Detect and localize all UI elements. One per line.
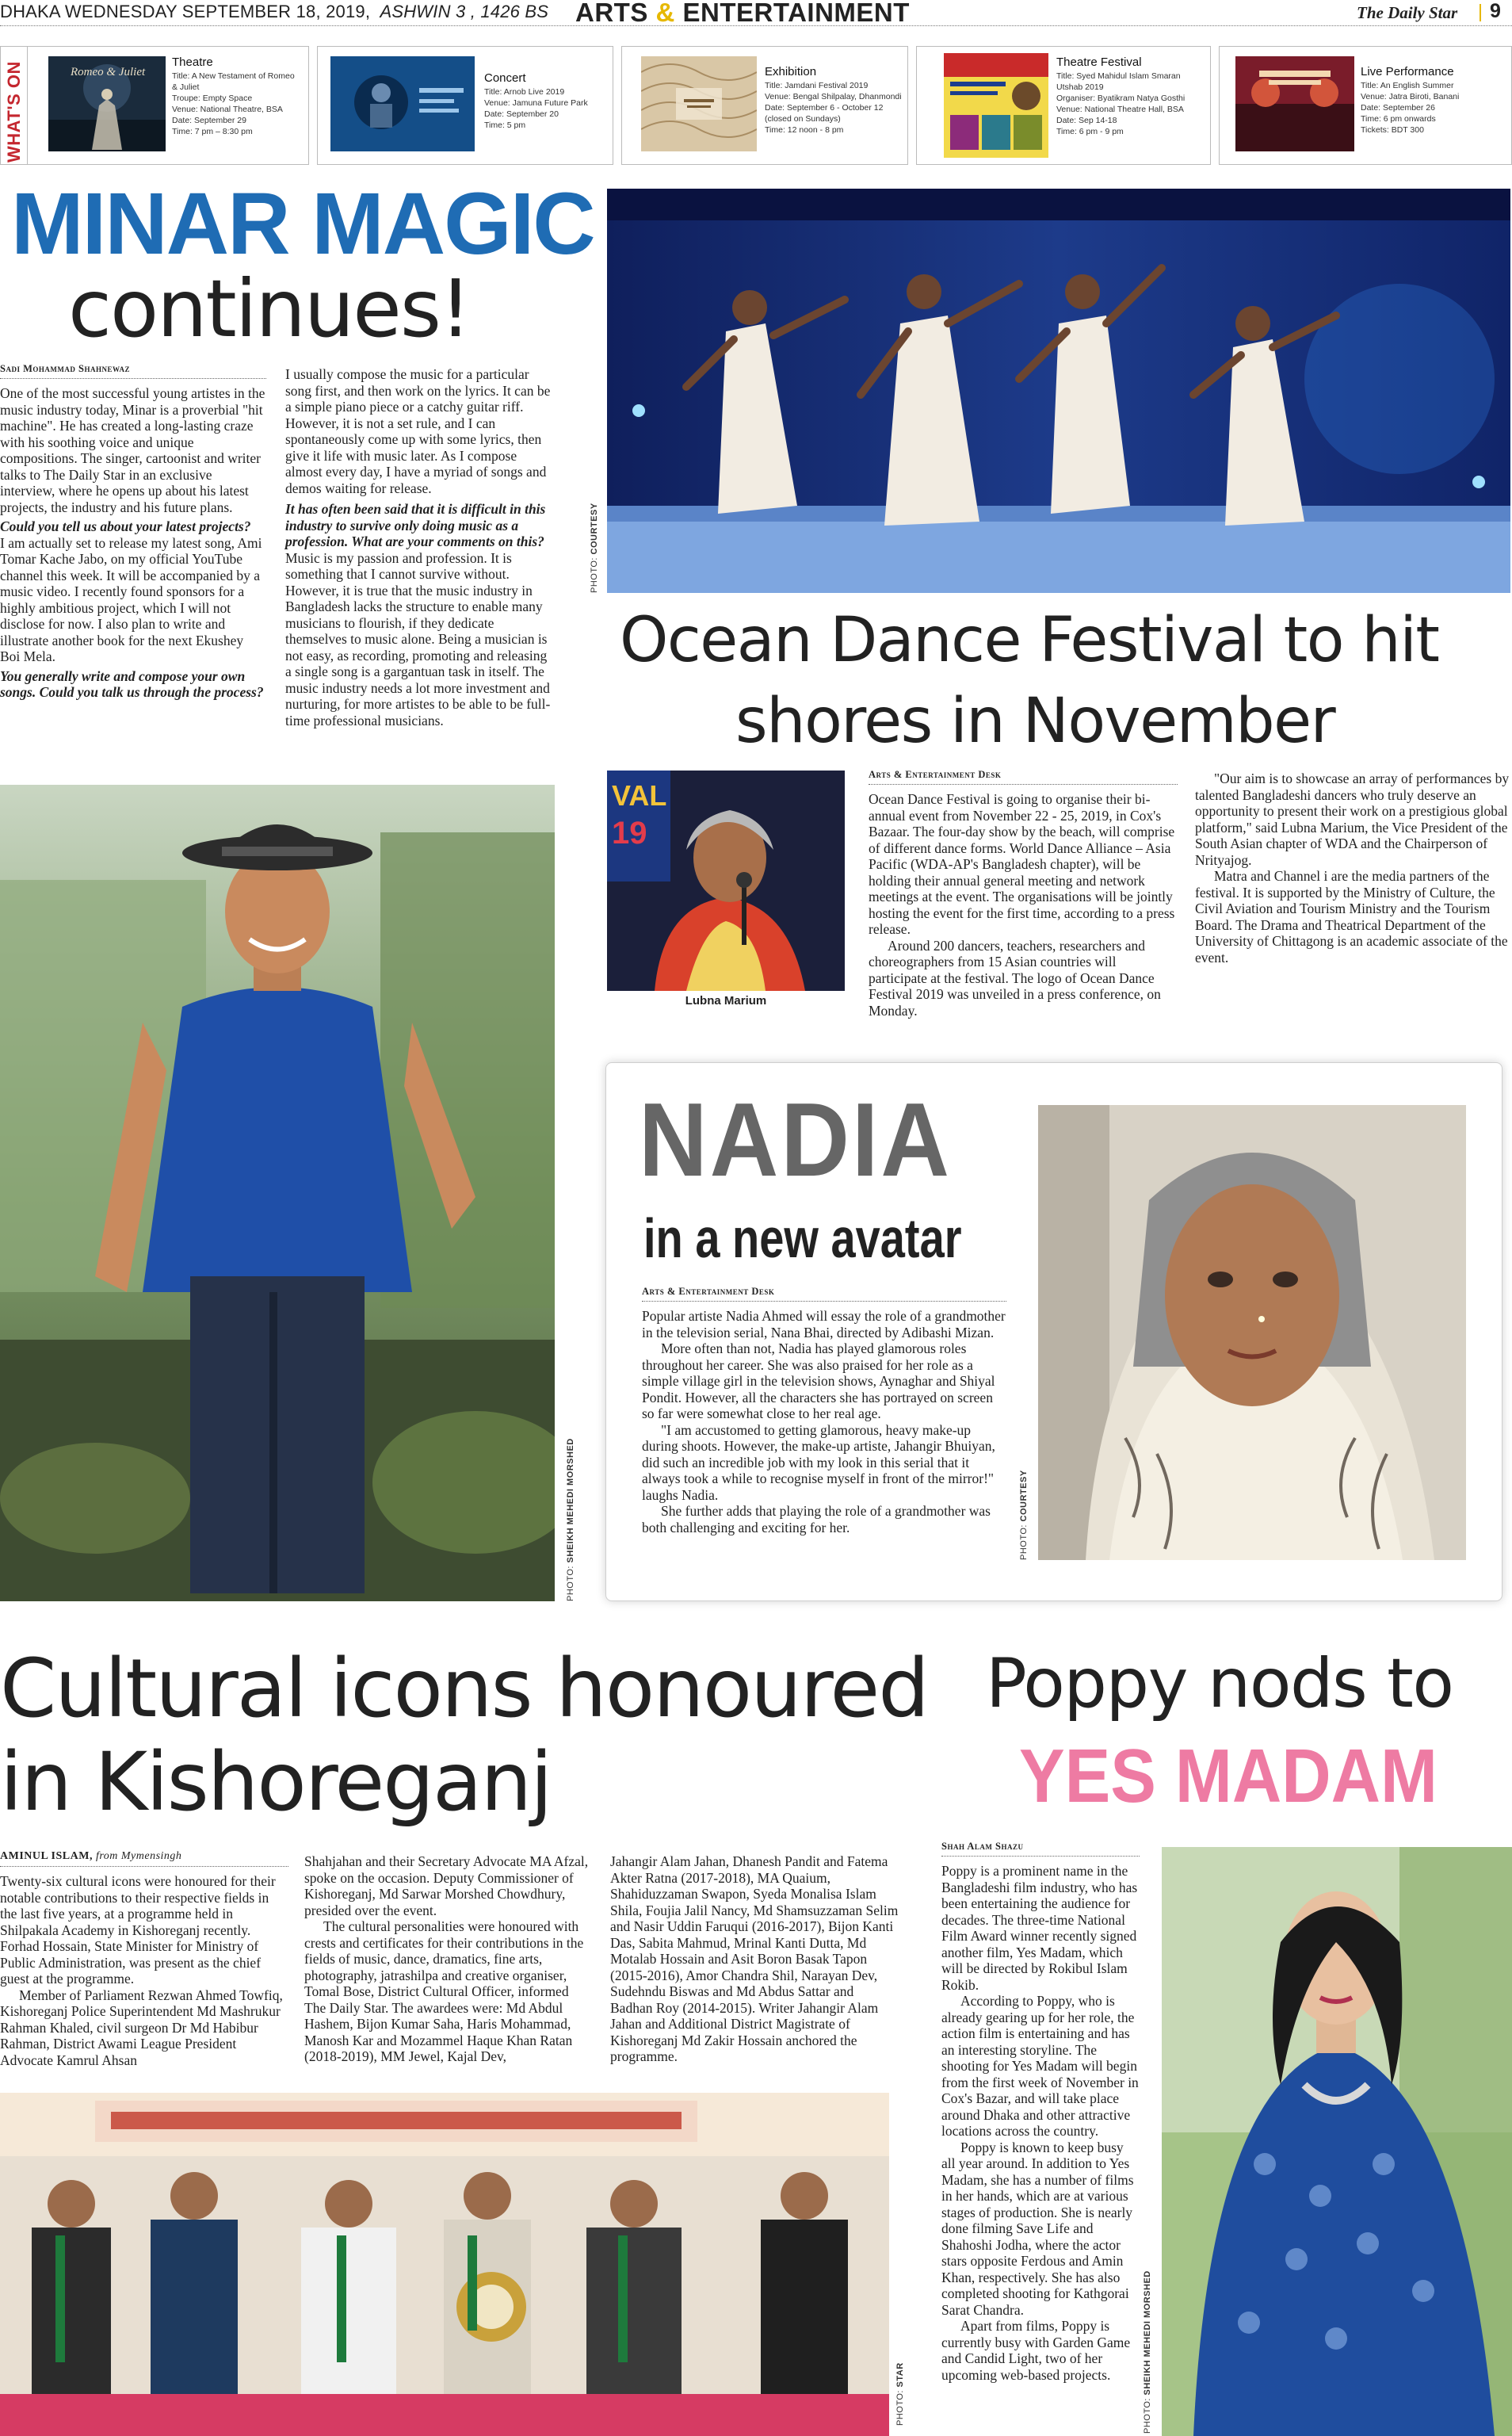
minar-col1 xyxy=(0,363,266,701)
ocean-byline: Arts & Entertainment Desk xyxy=(869,769,1178,785)
ocean-photo xyxy=(607,189,1510,593)
theatre-line-2: & Juliet xyxy=(172,82,200,92)
kishoreganj-award-ceremony-image xyxy=(0,2093,889,2436)
theatre-line-5: Date: September 29 xyxy=(172,116,246,125)
theatre-line-3: Troupe: Empty Space xyxy=(172,94,253,103)
nadia-byline: Arts & Entertainment Desk xyxy=(642,1286,1006,1302)
nadia-credit-name: COURTESY xyxy=(1019,1470,1029,1522)
live-performance-poster-image xyxy=(1235,56,1354,151)
concert-line-1: Title: Arnob Live 2019 xyxy=(484,87,565,97)
kishoreganj-col2 xyxy=(304,1853,593,2065)
kishoreganj-byline xyxy=(0,1850,288,1867)
minar-headline: MINAR MAGIC xyxy=(11,175,594,273)
ocean-p1: Ocean Dance Festival is going to organise their bi-annual event from November 22 - 25, 2019, in Cox's Bazaar. The four-day show by the beach, will comprise of different dance forms. World Dance Alliance – Asia Pacific (WDA-AP's Bangladesh chapter), will be holding their annual general meeting and network meetings at the event. The organisations will be jointly hosting the event for the first time, according to a press release. xyxy=(869,791,1175,937)
page-header xyxy=(0,0,1512,27)
whats-on-card-exhibition[interactable] xyxy=(621,46,908,165)
ocean-col2-text xyxy=(1195,771,1510,966)
lubna-caption: Lubna Marium xyxy=(685,994,767,1008)
live-performance-line-1: Title: An English Summer xyxy=(1361,81,1454,90)
dateline xyxy=(0,2,548,22)
theatre-title: Theatre xyxy=(172,55,213,69)
nadia-headline: NADIA xyxy=(639,1081,952,1199)
kishoreganj-byline-name: AMINUL ISLAM, xyxy=(0,1850,93,1862)
minar-portrait-image xyxy=(0,785,555,1601)
minar-question-2: You generally write and compose your own songs. Could you talk us through the process? xyxy=(0,667,264,700)
minar-question-3: It has often been said that it is difficult in this industry to survive only doing music as a profession. What are your comments on this? xyxy=(285,501,546,549)
kishoreganj-p2: Member of Parliament Rezwan Ahmed Towfiq, Kishoreganj Police Superintendent Md Mashrukur Rahman Khaled, civil surgeon Dr Md Habibur Rahman, District Awami League President Advocate Kamrul Ahsan xyxy=(0,1987,283,2068)
exhibition-line-3: Date: September 6 - October 12 xyxy=(765,103,884,113)
theatre-festival-details xyxy=(1056,55,1205,137)
concert-details xyxy=(484,55,608,131)
exhibition-line-4: (closed on Sundays) xyxy=(765,114,841,124)
theatre-festival-line-3: Organiser: Byatikram Natya Gosthi xyxy=(1056,94,1186,103)
ocean-p2: Around 200 dancers, teachers, researchers and choreographers from 15 Asian countries will participate at the festival. The logo of Ocean Dance Festival 2019 was unveiled in a press conference, on Monday. xyxy=(869,937,1161,1019)
concert-poster-image xyxy=(330,56,475,151)
poppy-p1: Poppy is a prominent name in the Bangladeshi film industry, who has been entertaining the audience for decades. The three-time National Film Award winner recently signed another film, Yes Madam, which will be directed by Rokibul Islam Rokib. xyxy=(941,1863,1138,1993)
minar-intro: One of the most successful young artistes in the music industry today, Minar is a proverbial "hit machine". He has created a long-lasting craze with his soothing voice and unique compositions. The singer, cartoonist and writer talks to The Daily Star in an exclusive interview, where he opens up about his latest projects, the industry and his future plans. xyxy=(0,385,265,515)
svg-text:VAL: VAL xyxy=(612,779,667,812)
kishoreganj-p4: The cultural personalities were honoured with crests and certificates for their contributions in the fields of music, dance, dramatics, fine arts, photography, jatrashilpa and creative organiser, Tomal Bose, District Cultural Officer, informed The Daily Star. The awardees were: Md Abdul Hashem, Bijon Kumar Saha, Haris Mohammad, Manosh Kar and Mozammel Haque Khan Ratan (2018-2019), MM Jewel, Kajal Dev, xyxy=(304,1918,584,2064)
exhibition-title: Exhibition xyxy=(765,65,817,78)
kishoreganj-headline-line-1: Cultural icons honoured xyxy=(0,1642,929,1736)
ocean-p3: "Our aim is to showcase an array of performances by talented Bangladeshi dancers who truly deserve an opportunity to present their work on a prestigious global platform," said Lubna Marium, the Vice President of the South Asian chapter of WDA and the Chairperson of Nrityajog. xyxy=(1195,771,1510,868)
live-performance-title: Live Performance xyxy=(1361,65,1454,78)
poppy-p2: According to Poppy, who is already gearing up for her role, the action film is entertaining and has an interesting storyline. The shooting for Yes Madam will begin from the first week of November in Cox's Bazar, and will take place around Dhaka and other attractive locations across the country. xyxy=(941,1993,1139,2139)
ocean-p4: Matra and Channel i are the media partners of the festival. It is supported by the Ministry of Culture, the Civil Aviation and Tourism Ministry and the Tourism Board. The Drama and Theatrical Department of the University of Chittagong is an academic associate of the event. xyxy=(1195,868,1508,966)
minar-credit-label: PHOTO: xyxy=(566,1566,575,1601)
nadia-text-block xyxy=(642,1286,1006,1535)
minar-subheadline: continues! xyxy=(68,262,471,355)
kishoreganj-headline-line-2: in Kishoreganj xyxy=(0,1735,552,1830)
minar-answer-2: I usually compose the music for a particular song first, and then work on the lyrics. It can be a simple piano piece or a catchy guitar riff. However, it is not a set rule, and I can spontaneously come up with some lyrics, then give it life with music later. As I compose almost every day, I have a myriad of songs and demos waiting for release. xyxy=(285,366,551,496)
live-performance-details xyxy=(1361,55,1506,136)
live-performance-line-4: Time: 6 pm onwards xyxy=(1361,114,1436,124)
page-number: 9 xyxy=(1490,0,1501,22)
ocean-col1-text xyxy=(869,791,1178,1019)
kishoreganj-col3 xyxy=(610,1853,899,2065)
minar-col2-text xyxy=(285,366,552,729)
poppy-headline: Poppy nods to xyxy=(986,1644,1453,1723)
minar-answer-1: I am actually set to release my latest song, Ami Tomar Kache Jabo, on my official YouTube channel this week. It will be accompanied by a music video. I recently found sponsors for a highly ambitious project, which I will not disclose for now. I also plan to write and illustrate another book for the next Ekushey Boi Mela. xyxy=(0,534,262,664)
dateline-text: DHAKA WEDNESDAY SEPTEMBER 18, 2019, xyxy=(0,2,371,21)
whats-on-card-live-performance[interactable] xyxy=(1219,46,1512,165)
exhibition-details xyxy=(765,55,903,136)
nadia-p1: Popular artiste Nadia Ahmed will essay the role of a grandmother in the television serial, Nana Bhai, directed by Adibashi Mizan. xyxy=(642,1308,1006,1340)
theatre-festival-poster-image xyxy=(944,53,1048,158)
poppy-photo-credit xyxy=(1143,2270,1152,2434)
ocean-col1 xyxy=(869,769,1178,1019)
concert-line-3: Date: September 20 xyxy=(484,109,559,119)
ocean-headline-line-2: shores in November xyxy=(735,686,1335,757)
poppy-byline: Shah Alam Shazu xyxy=(941,1841,1140,1857)
exhibition-line-5: Time: 12 noon - 8 pm xyxy=(765,125,844,135)
theatre-festival-title: Theatre Festival xyxy=(1056,55,1142,69)
nadia-photo xyxy=(1038,1105,1466,1560)
exhibition-poster-image xyxy=(641,56,757,151)
whats-on-label-box xyxy=(0,46,27,165)
kishoreganj-credit-label: PHOTO: xyxy=(895,2390,905,2426)
minar-credit-name: SHEIKH MEHEDI MORSHED xyxy=(566,1438,575,1563)
theatre-details xyxy=(172,55,304,137)
kishoreganj-photo-credit xyxy=(895,2362,905,2426)
minar-question-1: Could you tell us about your latest projects? xyxy=(0,518,251,534)
kishoreganj-col1 xyxy=(0,1850,288,2068)
exhibition-thumbnail xyxy=(641,56,757,151)
concert-line-2: Venue: Jamuna Future Park xyxy=(484,98,588,108)
minar-byline: Sadi Mohammad Shahnewaz xyxy=(0,363,266,379)
theatre-line-4: Venue: National Theatre, BSA xyxy=(172,105,283,114)
theatre-line-1: Title: A New Testament of Romeo xyxy=(172,71,295,81)
kishoreganj-p3: Shahjahan and their Secretary Advocate MA Afzal, spoke on the occasion. Deputy Commissioner of Kishoreganj, Md Sarwar Morshed Chowdhury, presided over the event. xyxy=(304,1853,589,1918)
minar-photo xyxy=(0,785,555,1601)
live-performance-thumbnail xyxy=(1235,56,1354,151)
section-title-arts: ARTS xyxy=(575,0,648,27)
nadia-p4: She further adds that playing the role of a grandmother was both challenging and exciting for her. xyxy=(642,1503,991,1535)
theatre-thumbnail xyxy=(48,56,166,151)
theatre-festival-line-5: Date: Sep 14-18 xyxy=(1056,116,1117,125)
poppy-portrait-image xyxy=(1162,1847,1512,2436)
nadia-credit-label: PHOTO: xyxy=(1019,1524,1029,1560)
nadia-photo-credit xyxy=(1019,1470,1029,1560)
concert-title: Concert xyxy=(484,71,526,85)
masthead-logo xyxy=(1357,3,1457,23)
kishoreganj-photo xyxy=(0,2093,889,2436)
section-title xyxy=(575,0,910,28)
theatre-festival-line-1: Title: Syed Mahidul Islam Smaran xyxy=(1056,71,1181,81)
kishoreganj-p5: Jahangir Alam Jahan, Dhanesh Pandit and Fatema Akter Ratna (2017-2018), MA Quaium, Shahiduzzaman Swapon, Syeda Monalisa Islam Shila, Foujia Jalil Nancy, Md Shamsuzzaman Selim and Nasir Uddin Faruqui (2016-2017), Bijon Kanti Das, Sabita Mahmud, Mrinal Kanti Dutta, Md Motalab Hossain and Asit Boron Basak Tapon (2015-2016), Amor Chandra Shil, Narayan Dev, Sudehndu Biswas and Md Abdus Sattar and Badhan Roy (2014-2015). Writer Jahangir Alam Jahan and Additional District Magistrate of Kishoreganj Md Zakir Hossain anchored the programme. xyxy=(610,1853,899,2064)
poppy-text xyxy=(941,1863,1140,2383)
nadia-p3: "I am accustomed to getting glamorous, heavy make-up during shoots. However, the make-up artiste, Jahangir Bhuiyan, did such an incredible job with my look in this serial that it always took a while to recognise myself in front of the mirror!" laughs Nadia. xyxy=(642,1421,995,1503)
minar-col1-text xyxy=(0,385,266,701)
theatre-festival-line-2: Utshab 2019 xyxy=(1056,82,1104,92)
nadia-text xyxy=(642,1308,1006,1535)
ocean-headline-line-1: Ocean Dance Festival to hit xyxy=(620,605,1439,676)
exhibition-line-2: Venue: Bengal Shilpalay, Dhanmondi xyxy=(765,92,902,101)
lubna-marium-image xyxy=(607,771,845,991)
kishoreganj-byline-from: from Mymensingh xyxy=(95,1850,182,1862)
kishoreganj-p1: Twenty-six cultural icons were honoured for their notable contributions to their respective fields in the last five years, at a programme held in Shilpakala Academy in Kishoreganj recently. Forhad Hossain, State Minister for Ministry of Public Administration, was present as the chief guest at the programme. xyxy=(0,1873,276,1987)
poppy-col xyxy=(941,1841,1140,2383)
theatre-festival-thumbnail xyxy=(944,53,1048,158)
poppy-credit-name: SHEIKH MEHEDI MORSHED xyxy=(1143,2270,1152,2396)
bangla-date: ASHWIN 3 , 1426 BS xyxy=(380,2,549,21)
ocean-dancers-image xyxy=(607,189,1510,593)
theatre-line-6: Time: 7 pm – 8:30 pm xyxy=(172,127,253,136)
minar-answer-3: Music is my passion and profession. It is something that I cannot survive without. However, it is true that the music industry in Bangladesh lacks the structure to enable many musicians to flourish, if they dedicate themselves to music alone. Being a musician is not easy, as recording, promoting and releasing a single song is a gargantuan task in itself. The music industry needs a lot more investment and nurturing, for more artistes to be able to be full-time professional musicians. xyxy=(285,549,551,729)
live-performance-line-2: Venue: Jatra Biroti, Banani xyxy=(1361,92,1460,101)
minar-photo-credit xyxy=(566,1438,575,1601)
poppy-subheadline: YES MADAM xyxy=(1019,1734,1438,1818)
exhibition-line-1: Title: Jamdani Festival 2019 xyxy=(765,81,869,90)
ocean-credit-label: PHOTO: xyxy=(590,557,599,593)
minar-col2 xyxy=(285,366,552,729)
section-title-entertainment: ENTERTAINMENT xyxy=(682,0,910,27)
svg-text:Romeo & Juliet: Romeo & Juliet xyxy=(71,66,146,78)
concert-thumbnail xyxy=(330,56,475,151)
whats-on-card-theatre-festival[interactable] xyxy=(916,46,1211,165)
nadia-subheadline: in a new avatar xyxy=(643,1207,962,1269)
page-number-divider xyxy=(1480,4,1481,21)
nadia-p2: More often than not, Nadia has played glamorous roles throughout her career. She was also praised for her role as a simple village girl in the television shows, Aynaghar and Shiyal Pondit. However, all the characters she has portrayed on screen so far were somewhat close to her real age. xyxy=(642,1340,995,1421)
kishoreganj-col2-text xyxy=(304,1853,593,2065)
live-performance-line-5: Tickets: BDT 300 xyxy=(1361,125,1424,135)
section-title-amp: & xyxy=(655,0,675,27)
theatre-poster-image xyxy=(48,56,166,151)
nadia-portrait-image xyxy=(1038,1105,1466,1560)
poppy-p3: Poppy is known to keep busy all year around. In addition to Yes Madam, she has a number of films in her hands, which are at various stages of production. She is nearly done filming Save Life and Shahoshi Jodha, where the actor stars opposite Ferdous and Amin Khan, respectively. She has also completed shooting for Kathgorai Sarat Chandra. xyxy=(941,2139,1134,2318)
poppy-p4: Apart from films, Poppy is currently busy with Garden Game and Candid Light, two of her upcoming web-based projects. xyxy=(941,2318,1131,2383)
ocean-credit-name: COURTESY xyxy=(590,503,599,555)
live-performance-line-3: Date: September 26 xyxy=(1361,103,1435,113)
theatre-festival-line-4: Venue: National Theatre Hall, BSA xyxy=(1056,105,1184,114)
poppy-photo xyxy=(1162,1847,1512,2436)
kishoreganj-credit-name: STAR xyxy=(895,2362,905,2388)
ocean-col2 xyxy=(1195,771,1510,966)
whats-on-card-concert[interactable] xyxy=(317,46,613,165)
kishoreganj-col1-text xyxy=(0,1873,288,2068)
poppy-credit-label: PHOTO: xyxy=(1143,2398,1152,2434)
svg-text:19: 19 xyxy=(612,816,647,851)
masthead-text: The Daily Star xyxy=(1357,3,1458,22)
kishoreganj-col3-text xyxy=(610,1853,899,2065)
ocean-photo-credit xyxy=(590,503,599,593)
lubna-photo xyxy=(607,771,845,991)
concert-line-4: Time: 5 pm xyxy=(484,120,526,130)
theatre-festival-line-6: Time: 6 pm - 9 pm xyxy=(1056,127,1124,136)
whats-on-label: WHAT'S ON xyxy=(4,61,24,163)
whats-on-card-theatre[interactable] xyxy=(27,46,309,165)
